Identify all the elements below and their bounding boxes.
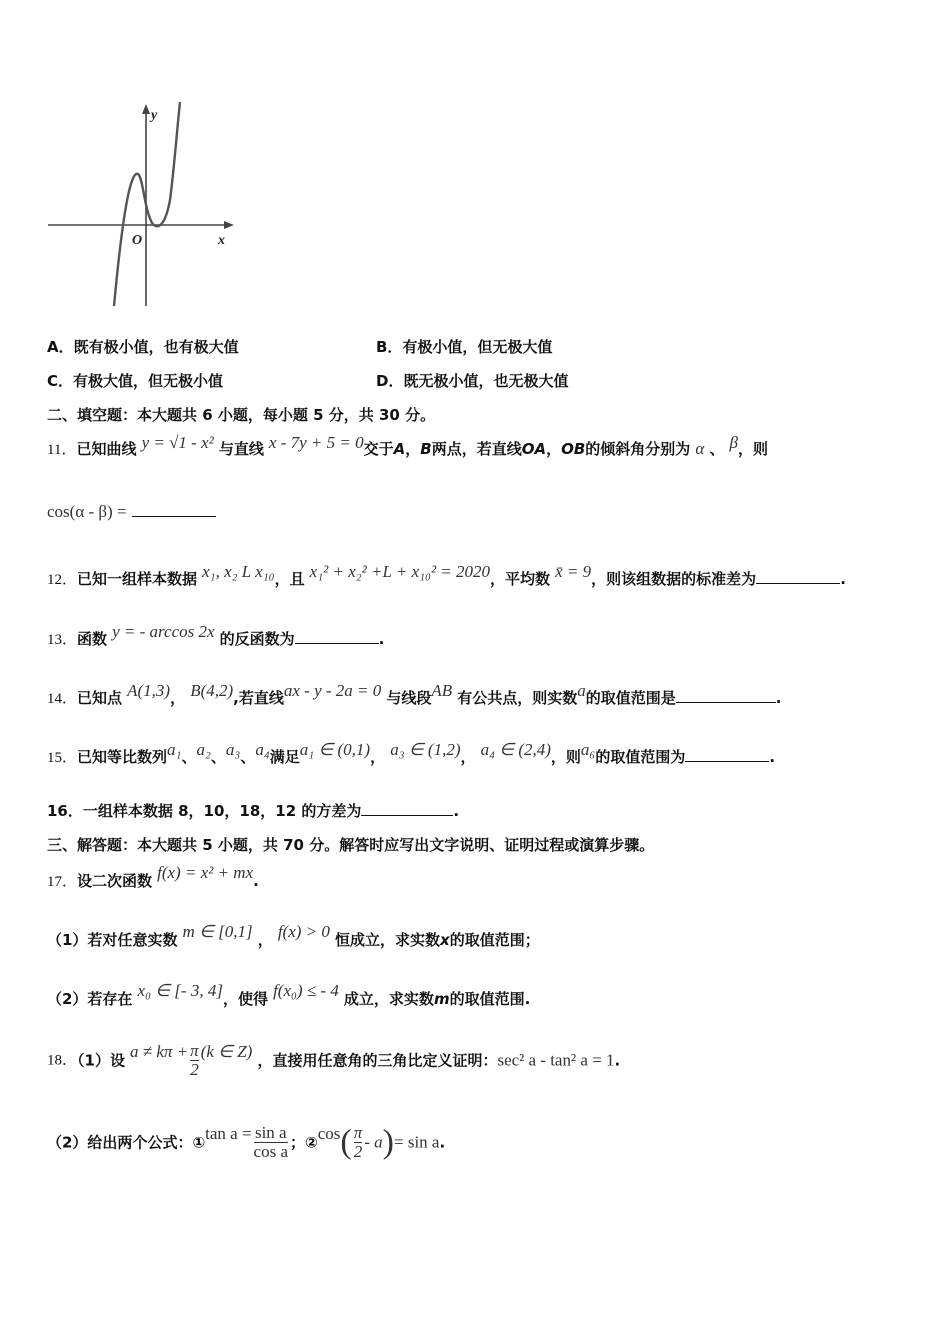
q11-text-2: 与直线 — [218, 440, 264, 458]
q11-line-formula: x - 7y + 5 = 0 — [268, 433, 364, 452]
q15-text-2: 满足 — [269, 748, 300, 766]
q18-shift-pi-over-2 — [354, 1124, 363, 1161]
q17-part2-label: （2）若存在 — [47, 990, 133, 1008]
q14-answer-blank[interactable] — [676, 688, 776, 703]
q17-function-formula: f(x) = x² + mx — [157, 863, 254, 882]
q18-rhs: = sin a — [394, 1132, 440, 1152]
q15-a3: a₃ — [225, 740, 241, 759]
q17-part2-condition: x₀ ∈ [- 3, 4] — [137, 981, 223, 1000]
q11-text-5: 的倾斜角分别为 — [585, 440, 691, 458]
question-number: 11． — [47, 442, 77, 458]
q17-part1-label: （1）若对任意实数 — [47, 931, 178, 949]
q17-part2-text-3: 的取值范围. — [449, 990, 531, 1008]
q18-condition-right: (k ∈ Z) — [200, 1042, 253, 1061]
q12-mean-formula: x̄ = 9 — [555, 562, 592, 581]
q15-text-4: 的取值范围为 — [595, 748, 686, 766]
q11-curve-formula: y = √1 - x² — [141, 433, 214, 452]
q18-shift-denominator: 2 — [353, 1142, 363, 1161]
q11-cos-expression: cos(α - β) = — [47, 502, 127, 521]
q14-var-a: a — [577, 681, 586, 700]
question-11 — [47, 433, 910, 459]
q11-comma-1: ， — [405, 440, 421, 458]
q15-sep-1: 、 — [181, 748, 197, 766]
q15-a4: a₄ — [255, 740, 270, 759]
q11-expression-line — [47, 502, 216, 522]
q11-text-1: 已知曲线 — [76, 440, 137, 458]
q15-period: . — [769, 748, 776, 766]
q14-text-3: 与线段 — [386, 689, 432, 707]
question-12 — [47, 562, 910, 589]
question-17 — [47, 863, 910, 891]
section-2-heading: 二、填空题：本大题共 6 小题，每小题 5 分，共 30 分。 — [47, 406, 436, 424]
q17-part2-text-2: 成立，求实数 — [343, 990, 434, 1008]
question-number: 15． — [47, 750, 78, 766]
q15-text-1: 已知等比数列 — [77, 748, 168, 766]
question-number: 13． — [47, 632, 78, 648]
q13-text-1: 函数 — [77, 630, 108, 648]
q15-cond-3: a₄ ∈ (2,4) — [480, 740, 551, 759]
q17-part-1 — [47, 922, 910, 950]
q14-text-4: 有公共点，则实数 — [457, 689, 578, 707]
q11-point-b: B — [420, 440, 432, 458]
q15-comma-1: ， — [370, 748, 386, 766]
q11-line-ob: OB — [561, 440, 586, 458]
q18-frac-numerator: π — [190, 1041, 199, 1060]
q18-identity: sec² a - tan² a = 1 — [497, 1050, 615, 1070]
q12-text-2: ，且 — [274, 570, 305, 588]
q16-answer-blank[interactable] — [361, 801, 453, 816]
q18-part1-period: . — [614, 1051, 621, 1070]
q13-answer-blank[interactable] — [295, 629, 379, 644]
question-14 — [47, 681, 910, 708]
q11-text-6: ，则 — [738, 440, 769, 458]
q17-part1-var-x: x — [440, 931, 450, 949]
q18-part2-period: . — [439, 1133, 446, 1152]
q18-part1-label: （1）设 — [77, 1051, 125, 1070]
q15-a1: a₁ — [167, 740, 182, 759]
function-graph — [44, 100, 250, 310]
q18-pi-over-2 — [190, 1042, 199, 1079]
q17-part1-inequality: f(x) > 0 — [277, 922, 330, 941]
q14-text-1: 已知点 — [77, 689, 123, 707]
q11-answer-blank[interactable] — [132, 502, 216, 517]
origin-label: O — [132, 233, 143, 248]
q14-segment-ab: AB — [431, 681, 453, 700]
q15-comma-2: ， — [460, 748, 476, 766]
option-c: C．有极大值，但无极小值 — [47, 372, 224, 390]
q14-point-b: B(4,2) — [190, 681, 234, 700]
q17-part1-condition: m ∈ [0,1] — [182, 922, 253, 941]
q15-text-3: ，则 — [550, 748, 581, 766]
question-15 — [47, 740, 910, 767]
q15-a6: a₆ — [580, 740, 596, 759]
q17-part2-text-1: ，使得 — [222, 990, 268, 1008]
x-axis-label: x — [218, 233, 225, 248]
q16-text: 16．一组样本数据 8，10，18，12 的方差为 — [47, 802, 362, 820]
q18-shift-numerator: π — [353, 1123, 363, 1142]
q11-separator: 、 — [709, 440, 725, 458]
q18-cos-lhs: cos — [317, 1124, 341, 1143]
q17-part2-inequality: f(x₀) ≤ - 4 — [273, 981, 339, 1000]
section-3-heading: 三、解答题：本大题共 5 小题，共 70 分。解答时应写出文字说明、证明过程或演算步骤。 — [47, 836, 655, 854]
y-axis-label: y — [151, 108, 158, 123]
q12-text-3: ，平均数 — [490, 570, 551, 588]
q11-text-3: 交于 — [363, 440, 394, 458]
q15-cond-2: a₃ ∈ (1,2) — [390, 740, 461, 759]
q15-sep-2: 、 — [210, 748, 226, 766]
q11-beta: β — [729, 433, 739, 452]
q12-text-1: 已知一组样本数据 — [77, 570, 198, 588]
q14-period: . — [775, 689, 782, 707]
q14-point-a: A(1,3) — [127, 681, 171, 700]
option-a: A．既有极小值，也有极大值 — [47, 338, 239, 356]
q15-sep-3: 、 — [240, 748, 256, 766]
q17-part1-text-3: 的取值范围； — [449, 931, 540, 949]
q18-cos-denominator: cos a — [253, 1142, 289, 1161]
q11-text-4: 两点，若直线 — [431, 440, 522, 458]
q18-tan-lhs: tan a = — [205, 1124, 252, 1143]
question-number: 18． — [47, 1052, 78, 1069]
q12-data-formula: x₁, x₂ L x₁₀ — [202, 562, 275, 581]
q18-shift-tail: - a — [364, 1132, 383, 1152]
q18-semicolon: ；② — [290, 1133, 318, 1152]
q13-function-formula: y = - arccos 2x — [112, 622, 215, 641]
option-d: D．既无极小值，也无极大值 — [376, 372, 569, 390]
q14-text-5: 的取值范围是 — [585, 689, 676, 707]
question-number: 17． — [47, 874, 78, 890]
q17-part2-var-m: m — [433, 990, 450, 1008]
question-number: 14． — [47, 691, 78, 707]
q13-text-2: 的反函数为 — [219, 630, 295, 648]
q17-part1-separator: ， — [257, 931, 273, 949]
question-16 — [47, 800, 910, 821]
q18-part2-label: （2）给出两个公式：① — [47, 1133, 206, 1152]
question-number: 12． — [47, 572, 78, 588]
q15-answer-blank[interactable] — [685, 747, 769, 762]
q12-period: . — [840, 570, 846, 588]
q18-condition-left: a ≠ kπ + — [130, 1042, 189, 1061]
q17-part1-text-2: 恒成立，求实数 — [334, 931, 440, 949]
q18-part-2 — [47, 1124, 910, 1161]
option-b: B．有极小值，但无极大值 — [376, 338, 553, 356]
q18-sin-over-cos — [254, 1124, 288, 1161]
q18-left-paren: ( — [340, 1123, 352, 1161]
q11-line-oa: OA — [521, 440, 547, 458]
q16-period: . — [453, 802, 460, 820]
q12-answer-blank[interactable] — [756, 569, 840, 584]
q12-sum-formula: x₁² + x₂² +L + x₁₀² = 2020 — [309, 562, 491, 581]
q17-text-1: 设二次函数 — [77, 872, 153, 890]
q12-text-4: ，则该组数据的标准差为 — [591, 570, 757, 588]
q18-right-paren: ) — [382, 1123, 394, 1161]
q18-sin-numerator: sin a — [254, 1123, 287, 1142]
q18-frac-denominator: 2 — [190, 1060, 199, 1079]
q13-period: . — [378, 630, 385, 648]
q18-part-1 — [47, 1042, 910, 1079]
q11-point-a: A — [393, 440, 406, 458]
question-13 — [47, 622, 910, 649]
q14-separator: ， — [170, 689, 186, 707]
q17-period: . — [253, 872, 259, 890]
q15-cond-1: a₁ ∈ (0,1) — [299, 740, 371, 759]
q14-line-formula: ax - y - 2a = 0 — [283, 681, 382, 700]
q11-alpha: α — [695, 439, 705, 458]
q15-a2: a₂ — [196, 740, 211, 759]
q11-comma-2: ， — [546, 440, 562, 458]
q17-part-2 — [47, 981, 910, 1009]
q18-part1-text: ，直接用任意角的三角比定义证明： — [257, 1051, 498, 1070]
q14-text-2: ,若直线 — [233, 689, 284, 707]
